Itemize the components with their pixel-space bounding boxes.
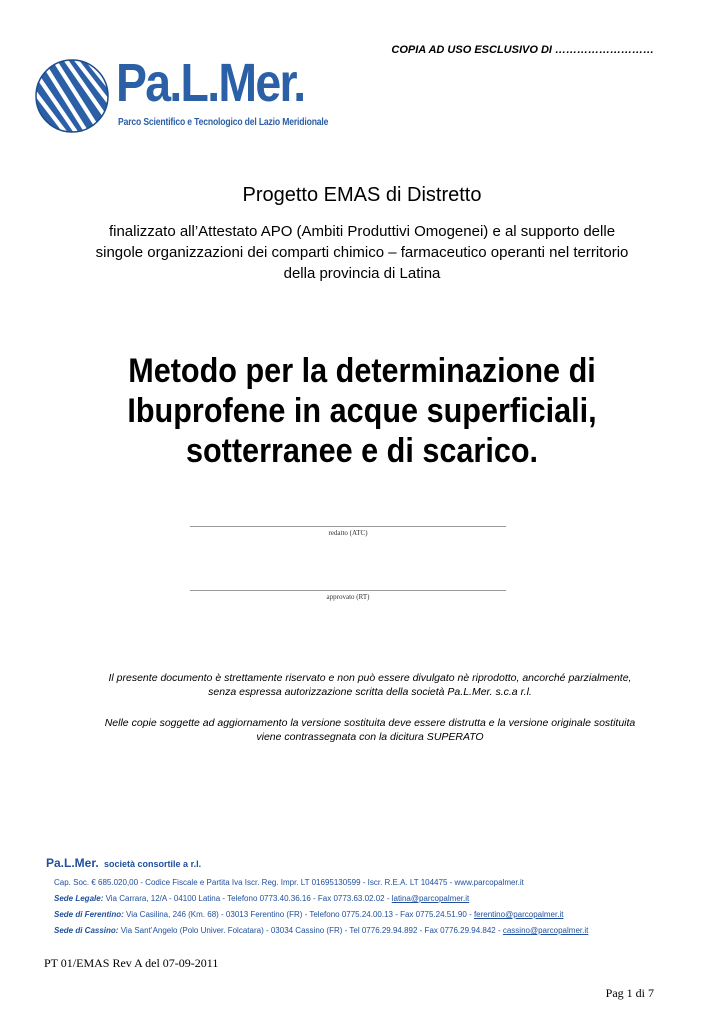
footer-office-ferentino [54,910,563,919]
project-subtitle-line: singole organizzazioni dei comparti chimico – farmaceutico operanti nel territorio [95,244,629,261]
notice-line: Nelle copie soggette ad aggiornamento la versione sostituita deve essere distrutta e la versione originale sostituita [104,717,636,729]
drafted-label: redatto (ATC) [328,529,368,537]
revision-notice [60,716,680,744]
document-title-line: Metodo per la determinazione di [128,352,596,390]
office-email-link[interactable]: latina@parcopalmer.it [391,894,470,903]
project-title: Progetto EMAS di Distretto [242,184,482,206]
office-text: Via Sant’Angelo (Polo Univer. Folcatara) - 03034 Cassino (FR) - Tel 0776.29.94.892 - Fax 0776.29.94.842 - [118,926,503,935]
notice-line: Il presente documento è strettamente riservato e non può essere divulgato nè riprodotto, ancorché parzialmente, [108,672,632,684]
project-subtitle-line: finalizzato all’Attestato APO (Ambiti Produttivi Omogenei) e al supporto delle [108,223,616,240]
document-title [72,351,652,471]
office-label: Sede Legale: [54,894,104,903]
footer-company-name: Pa.L.Mer. [46,856,99,870]
palmer-logo [34,53,334,138]
page-number: Pag 1 di 7 [605,986,654,1000]
project-subtitle-line: della provincia di Latina [283,265,441,282]
palmer-wordmark: Pa.L.Mer. [116,53,305,113]
office-text: Via Casilina, 246 (Km. 68) - 03013 Ferentino (FR) - Telefono 0775.24.00.13 - Fax 0775.24.51.90 - [123,910,474,919]
document-code: PT 01/EMAS Rev A del 07-09-2011 [44,956,219,970]
approved-label: approvato (RT) [326,593,370,601]
copy-restriction-note: COPIA AD USO ESCLUSIVO DI ……………………… [391,44,654,56]
footer-company [46,856,201,870]
document-title-line: Ibuprofene in acque superficiali, [127,392,597,430]
footer-company-type: società consortile a r.l. [104,859,202,869]
notice-line: senza espressa autorizzazione scritta della società Pa.L.Mer. s.c.a r.l. [208,686,532,698]
palmer-tagline: Parco Scientifico e Tecnologico del Lazio Meridionale [118,116,329,128]
office-email-link[interactable]: cassino@parcopalmer.it [502,926,589,935]
footer-office-legal [54,894,469,903]
office-label: Sede di Ferentino: [54,910,124,919]
footer-office-cassino [54,926,588,935]
office-text: Via Carrara, 12/A - 04100 Latina - Telefono 0773.40.36.16 - Fax 0773.63.02.02 - [103,894,392,903]
approved-signature-line [190,590,506,591]
drafted-signature-line [190,526,506,527]
footer-legal-info: Cap. Soc. € 685.020,00 - Codice Fiscale e Partita Iva Iscr. Reg. Impr. LT 01695130599 - Iscr. R.E.A. LT 104475 - www.parcopalmer.it [54,878,524,887]
palmer-globe-icon [34,58,110,134]
project-subtitle [40,221,684,284]
office-label: Sede di Cassino: [54,926,119,935]
notice-line: viene contrassegnata con la dicitura SUPERATO [256,731,484,743]
confidentiality-notice [60,671,680,699]
document-title-line: sotterranee e di scarico. [185,432,539,470]
office-email-link[interactable]: ferentino@parcopalmer.it [473,910,564,919]
